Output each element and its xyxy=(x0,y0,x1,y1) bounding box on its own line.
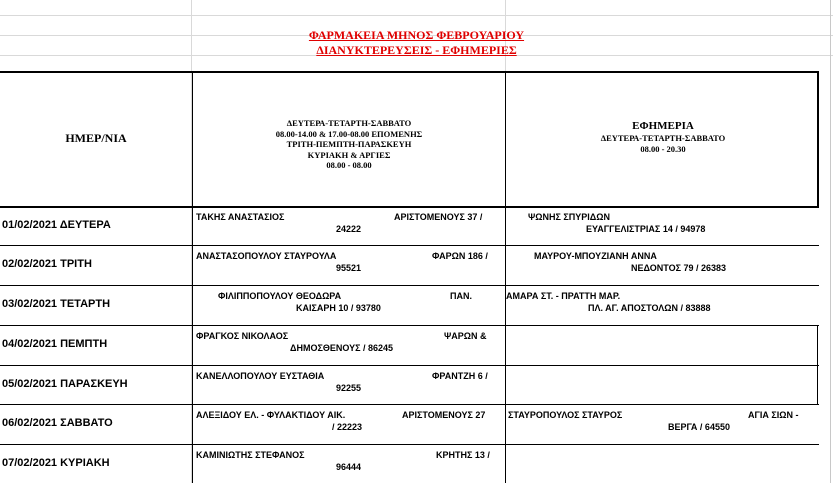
duty-pharmacy xyxy=(508,290,818,314)
pharmacy-address-cont: 96444 xyxy=(336,462,362,472)
row-date: 05/02/2021 ΠΑΡΑΣΚΕΥΗ xyxy=(2,378,128,390)
pharmacy-address: ΚΡΗΤΗΣ 13 / xyxy=(436,450,490,460)
pharmacy-address-cont: ΠΛ. ΑΓ. ΑΠΟΣΤΟΛΩΝ / 83888 xyxy=(588,303,711,313)
night-pharmacy xyxy=(196,370,502,394)
pharmacy-address: ΠΑΝ. xyxy=(450,291,472,301)
pharmacy-address: ΑΡΙΣΤΟΜΕΝΟΥΣ 27 xyxy=(402,410,486,420)
pharmacist-name: ΚΑΜΙΝΙΩΤΗΣ ΣΤΕΦΑΝΟΣ xyxy=(196,450,305,460)
pharmacy-schedule-table xyxy=(0,71,819,483)
pharmacist-name: ΣΤΑΥΡΟΠΟΥΛΟΣ ΣΤΑΥΡΟΣ xyxy=(508,410,623,420)
pharmacist-name: ΦΡΑΓΚΟΣ ΝΙΚΟΛΑΟΣ xyxy=(196,331,289,341)
pharmacy-address-cont: 24222 xyxy=(336,224,362,234)
pharmacy-address-cont: 95521 xyxy=(336,263,362,273)
duty-pharmacy xyxy=(508,449,818,461)
pharmacy-address: ΨΑΡΩΝ & xyxy=(444,331,487,341)
night-pharmacy xyxy=(196,330,502,354)
header-night-line: ΚΥΡΙΑΚΗ & ΑΡΓΙΕΣ xyxy=(307,149,391,160)
header-duty-title: ΕΦΗΜΕΡΙΑ xyxy=(632,120,694,132)
night-pharmacy xyxy=(196,211,502,235)
pharmacy-address: ΦΡΑΝΤΖΗ 6 / xyxy=(432,371,488,381)
pharmacy-address-cont: ΚΑΙΣΑΡΗ 10 / 93780 xyxy=(296,303,381,313)
row-date: 06/02/2021 ΣΑΒΒΑΤΟ xyxy=(2,417,113,429)
header-night-line: 08.00 - 08.00 xyxy=(326,160,372,170)
pharmacist-name: ΚΑΝΕΛΛΟΠΟΥΛΟΥ ΕΥΣΤΑΘΙΑ xyxy=(196,371,325,381)
night-pharmacy xyxy=(196,449,502,473)
pharmacy-address-cont: ΕΥΑΓΓΕΛΙΣΤΡΙΑΣ 14 / 94978 xyxy=(586,224,706,234)
duty-pharmacy xyxy=(508,409,818,433)
sheet-gridline xyxy=(0,15,833,16)
table-row xyxy=(0,326,819,366)
pharmacist-name: ΑΛΕΞΙΔΟΥ ΕΛ. - ΦΥΛΑΚΤΙΔΟΥ ΑΙΚ. xyxy=(196,410,346,420)
header-night-shift xyxy=(194,118,504,171)
sheet-edge xyxy=(830,0,831,483)
table-row xyxy=(0,286,819,326)
pharmacist-name: ΑΝΑΣΤΑΣΟΠΟΥΛΟΥ ΣΤΑΥΡΟΥΛΑ xyxy=(196,251,337,261)
night-pharmacy xyxy=(196,250,502,274)
duty-pharmacy xyxy=(508,370,818,382)
row-date: 03/02/2021 ΤΕΤΑΡΤΗ xyxy=(2,298,111,310)
pharmacist-name: ΦΙΛΙΠΠΟΠΟΥΛΟΥ ΘΕΟΔΩΡΑ xyxy=(218,291,342,301)
pharmacist-name: ΜΑΥΡΟΥ-ΜΠΟΥΖΙΑΝΗ ΑΝΝΑ xyxy=(534,251,657,261)
table-row xyxy=(0,366,819,406)
table-row xyxy=(0,207,819,247)
row-date: 07/02/2021 ΚΥΡΙΑΚΗ xyxy=(2,457,110,469)
pharmacist-name: ΑΜΑΡΑ ΣΤ. - ΠΡΑΤΤΗ ΜΑΡ. xyxy=(506,291,621,301)
header-duty-days: ΔΕΥΤΕΡΑ-ΤΕΤΑΡΤΗ-ΣΑΒΒΑΤΟ xyxy=(600,133,726,143)
header-date: ΗΜΕΡ/ΝΙΑ xyxy=(65,131,127,145)
duty-pharmacy xyxy=(508,250,818,274)
pharmacy-address: ΑΡΙΣΤΟΜΕΝΟΥΣ 37 / xyxy=(394,212,483,222)
pharmacy-address-cont: ΔΗΜΟΣΘΕΝΟΥΣ / 86245 xyxy=(290,343,394,353)
pharmacy-address-cont: / 22223 xyxy=(332,422,363,432)
pharmacy-address-cont: ΒΕΡΓΑ / 64550 xyxy=(668,422,730,432)
row-date: 02/02/2021 ΤΡΙΤΗ xyxy=(2,258,92,270)
duty-pharmacy xyxy=(508,211,818,235)
night-pharmacy xyxy=(196,290,502,314)
night-pharmacy xyxy=(196,409,502,433)
sheet-subtitle: ΔΙΑΝΥΚΤΕΡΕΥΣΕΙΣ - ΕΦΗΜΕΡΙΕΣ xyxy=(316,43,517,57)
header-duty-hours: 08.00 - 20.30 xyxy=(640,143,686,154)
table-border-top xyxy=(0,71,819,73)
table-row xyxy=(0,445,819,485)
table-row xyxy=(0,246,819,286)
pharmacy-address-cont: ΝΕΔΟΝΤΟΣ 79 / 26383 xyxy=(631,263,727,273)
header-duty xyxy=(507,120,819,154)
pharmacist-name: ΨΩΝΗΣ ΣΠΥΡΙΔΩΝ xyxy=(528,212,610,222)
row-date: 04/02/2021 ΠΕΜΠΤΗ xyxy=(2,338,108,350)
sheet-title: ΦΑΡΜΑΚΕΙΑ ΜΗΝΟΣ ΦΕΒΡΟΥΑΡΙΟΥ xyxy=(308,28,525,42)
pharmacy-address: ΑΓΙΑ ΣΙΩΝ - xyxy=(748,410,799,420)
pharmacy-address: ΦΑΡΩΝ 186 / xyxy=(432,251,488,261)
row-date: 01/02/2021 ΔΕΥΤΕΡΑ xyxy=(2,219,111,231)
duty-pharmacy xyxy=(508,330,818,342)
pharmacy-address-cont: 92255 xyxy=(336,383,362,393)
header-night-line: ΔΕΥΤΕΡΑ-ΤΕΤΑΡΤΗ-ΣΑΒΒΑΤΟ xyxy=(286,118,412,128)
header-night-line: 08.00-14.00 & 17.00-08.00 ΕΠΟΜΕΝΗΣ xyxy=(275,128,423,139)
header-night-line: ΤΡΙΤΗ-ΠΕΜΠΤΗ-ΠΑΡΑΣΚΕΥΗ xyxy=(286,139,412,149)
pharmacist-name: ΤΑΚΗΣ ΑΝΑΣΤΑΣΙΟΣ xyxy=(196,212,285,222)
table-row xyxy=(0,405,819,445)
